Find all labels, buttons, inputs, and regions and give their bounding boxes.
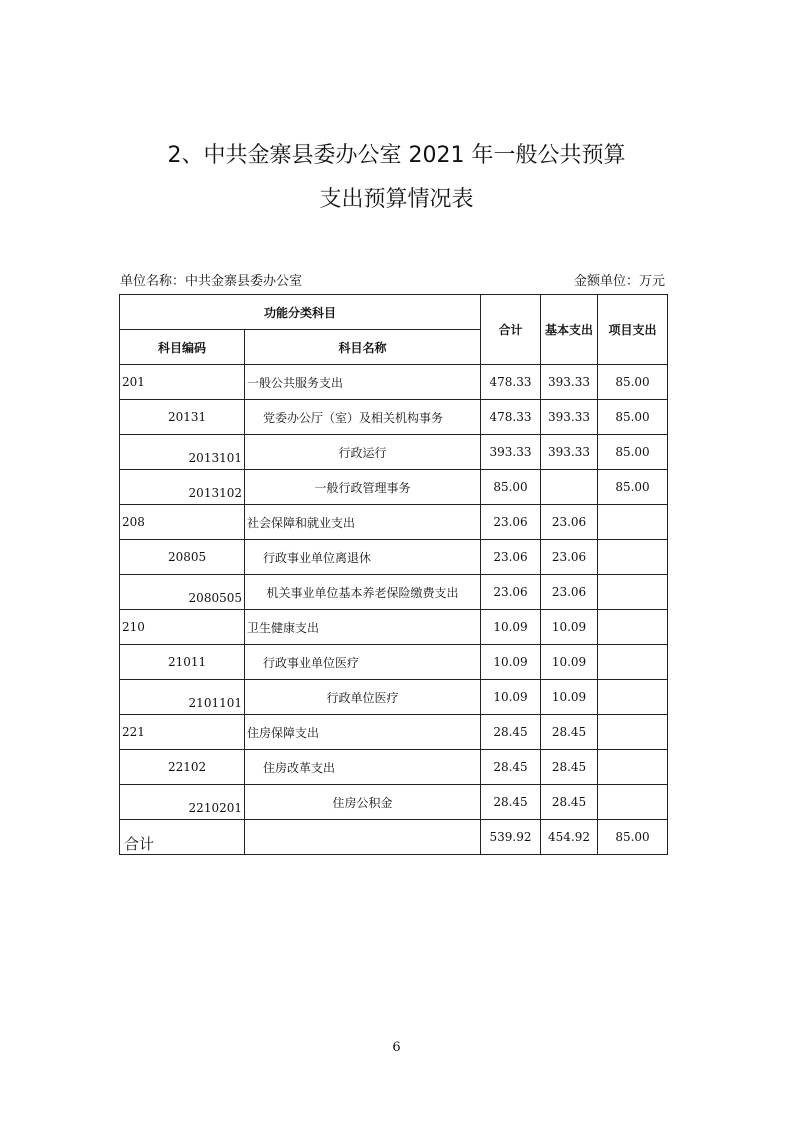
row-project <box>598 610 668 645</box>
page-title: 2、中共金寨县委办公室 2021 年一般公共预算 <box>167 143 626 168</box>
header-functional-class: 功能分类科目 <box>120 295 481 330</box>
row-total: 478.33 <box>481 365 541 400</box>
page-number: 6 <box>392 1040 401 1055</box>
row-name: 党委办公厅（室）及相关机构事务 <box>245 400 481 435</box>
header-total: 合计 <box>481 295 541 365</box>
row-name: 行政事业单位医疗 <box>245 645 481 680</box>
row-code: 208 <box>120 505 245 540</box>
unit-name: 单位名称：中共金寨县委办公室 <box>120 274 303 289</box>
total-label: 合计 <box>120 820 245 855</box>
page-subtitle: 支出预算情况表 <box>319 187 474 212</box>
table-row <box>120 680 668 715</box>
row-code: 20131 <box>120 400 245 435</box>
row-project <box>598 575 668 610</box>
row-total: 23.06 <box>481 575 541 610</box>
row-total: 10.09 <box>481 610 541 645</box>
table-row <box>120 365 668 400</box>
row-project: 85.00 <box>598 400 668 435</box>
row-project: 85.00 <box>598 470 668 505</box>
row-project <box>598 785 668 820</box>
table-row <box>120 750 668 785</box>
amount-unit: 金额单位：万元 <box>573 274 665 289</box>
row-basic: 10.09 <box>541 645 598 680</box>
row-total: 10.09 <box>481 645 541 680</box>
row-total: 23.06 <box>481 540 541 575</box>
table-row <box>120 785 668 820</box>
row-code: 221 <box>120 715 245 750</box>
table-row <box>120 645 668 680</box>
budget-table <box>119 294 668 855</box>
row-code: 201 <box>120 365 245 400</box>
table-row <box>120 435 668 470</box>
row-project <box>598 540 668 575</box>
row-basic: 23.06 <box>541 575 598 610</box>
row-code: 21011 <box>120 645 245 680</box>
row-name: 行政运行 <box>245 435 481 470</box>
header-code: 科目编码 <box>120 330 245 365</box>
row-code: 2101101 <box>120 680 245 715</box>
row-name: 社会保障和就业支出 <box>245 505 481 540</box>
table-row <box>120 575 668 610</box>
row-total: 85.00 <box>481 470 541 505</box>
row-project <box>598 505 668 540</box>
row-total: 28.45 <box>481 785 541 820</box>
table-row <box>120 505 668 540</box>
row-project <box>598 680 668 715</box>
row-project: 85.00 <box>598 435 668 470</box>
row-basic: 393.33 <box>541 435 598 470</box>
row-total: 10.09 <box>481 680 541 715</box>
row-name: 卫生健康支出 <box>245 610 481 645</box>
row-basic: 393.33 <box>541 400 598 435</box>
row-code: 2210201 <box>120 785 245 820</box>
row-name: 机关事业单位基本养老保险缴费支出 <box>245 575 481 610</box>
total-total: 539.92 <box>481 820 541 855</box>
row-basic: 10.09 <box>541 680 598 715</box>
table-row <box>120 610 668 645</box>
total-row <box>120 820 668 855</box>
row-project <box>598 715 668 750</box>
row-name: 行政事业单位离退休 <box>245 540 481 575</box>
total-basic: 454.92 <box>541 820 598 855</box>
row-code: 2013101 <box>120 435 245 470</box>
header-basic: 基本支出 <box>541 295 598 365</box>
table-row <box>120 400 668 435</box>
row-total: 478.33 <box>481 400 541 435</box>
row-code: 2013102 <box>120 470 245 505</box>
row-project: 85.00 <box>598 365 668 400</box>
row-code: 210 <box>120 610 245 645</box>
table-row <box>120 470 668 505</box>
row-name: 住房改革支出 <box>245 750 481 785</box>
row-name: 住房公积金 <box>245 785 481 820</box>
row-total: 23.06 <box>481 505 541 540</box>
row-basic: 28.45 <box>541 785 598 820</box>
row-name: 行政单位医疗 <box>245 680 481 715</box>
table-row <box>120 715 668 750</box>
row-basic: 23.06 <box>541 540 598 575</box>
row-code: 22102 <box>120 750 245 785</box>
row-basic <box>541 470 598 505</box>
row-project <box>598 645 668 680</box>
row-name: 一般行政管理事务 <box>245 470 481 505</box>
table-row <box>120 540 668 575</box>
row-total: 28.45 <box>481 750 541 785</box>
header-name: 科目名称 <box>245 330 481 365</box>
row-basic: 393.33 <box>541 365 598 400</box>
total-project: 85.00 <box>598 820 668 855</box>
total-name <box>245 820 481 855</box>
row-project <box>598 750 668 785</box>
row-total: 28.45 <box>481 715 541 750</box>
row-basic: 23.06 <box>541 505 598 540</box>
row-name: 住房保障支出 <box>245 715 481 750</box>
row-code: 2080505 <box>120 575 245 610</box>
row-name: 一般公共服务支出 <box>245 365 481 400</box>
row-basic: 28.45 <box>541 750 598 785</box>
row-basic: 28.45 <box>541 715 598 750</box>
header-project: 项目支出 <box>598 295 668 365</box>
row-basic: 10.09 <box>541 610 598 645</box>
row-total: 393.33 <box>481 435 541 470</box>
row-code: 20805 <box>120 540 245 575</box>
